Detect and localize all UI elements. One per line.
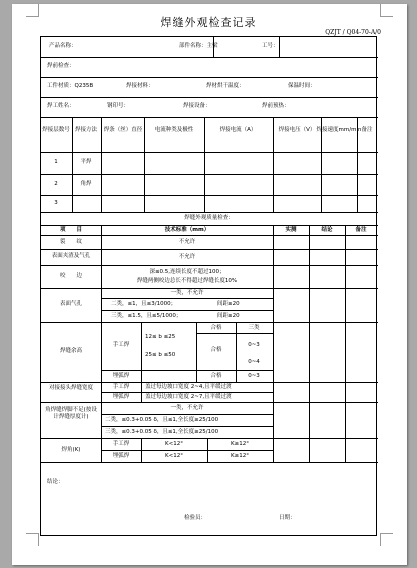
col-current-type: 电流种类及极性 [154,127,194,133]
porosity-item: 表面夹渣及气孔 [51,253,91,259]
butt-manual-std: 盖过每边坡口宽度 2~4,且平缓过渡 [145,384,232,390]
col-remark: 备注 [361,127,373,133]
leg-manual: 手工焊 [112,441,130,447]
inspection-title: 焊缝外观质量检查： [184,215,234,221]
reinforce-class3: 三类 [248,325,260,331]
surface-l2b: 间距≥20 [217,301,240,307]
crop-mark [26,533,39,546]
surface-l3b: 间距≥20 [217,313,240,319]
butt-item: 对接接头焊缝宽度 [48,385,93,391]
row-no: 2 [54,181,58,187]
preheat-temp-label: 焊前预热： [262,103,290,109]
leg-item: 焊角(K) [61,447,81,453]
reinforce-v3: 0~3 [248,373,260,379]
reinforce-manual: 手工焊 [112,342,130,348]
row-no: 3 [54,200,58,206]
crack-item: 裂 纹 [59,239,83,245]
col-standard: 技术标准（mm） [164,227,210,233]
page-title: 焊缝外观检查记录 [160,16,257,29]
inspector-label: 检验员： [184,515,207,521]
fillet-short-l3: 三类，≤0.3+0.05 δ，且≤1,全长度≥25/100 [105,429,219,435]
reinforce-grade1: 合格 [210,347,222,353]
leg-auto: 埋弧焊 [112,453,130,459]
butt-auto-std: 盖过每边坡口宽度 2~7,且平缓过渡 [145,394,232,400]
steel-no-label: 钢印号： [107,103,130,109]
conclusion-label: 结论： [47,479,64,485]
row-method: 平焊 [80,159,92,165]
record-form [40,36,377,536]
surface-l3a: 三类，≤1.5，且≤5/1000； [111,313,182,319]
col-voltage: 焊接电压（V） [278,127,316,133]
col-current: 焊接电流（A） [219,127,257,133]
fillet-short-item: 角焊缝焊脚不足(按设计焊缝厚度计) [45,407,97,420]
equipment-label: 焊接设备： [183,103,211,109]
reinforce-v2: 0~4 [248,359,260,365]
holding-time-label: 保温时间： [288,83,316,89]
col-conclusion: 结论 [321,227,333,233]
fillet-short-l1: 一类，不允许 [170,405,204,411]
material-label: 工件材质：Q235B [47,83,94,89]
undercut-std2: 焊缝两侧咬边总长不得超过焊缝长度10% [136,278,238,284]
part-name-label: 部件名称：主梁 [179,43,218,49]
crack-std: 不允许 [178,239,196,245]
porosity-std: 不允许 [178,254,196,260]
col-speed: 焊接速度mm/min [316,127,362,133]
reinforce-grade: 合格 [210,325,222,331]
col-method: 焊接方法 [74,127,98,133]
col-measured: 实测 [285,227,297,233]
undercut-item: 咬 边 [59,273,83,279]
reinforce-grade2: 合格 [210,373,222,379]
butt-manual: 手工焊 [112,384,130,390]
pre-weld-label: 焊前检查： [47,63,75,69]
leg-manual-a: K<12° [165,441,183,447]
welder-label: 焊工姓名： [47,103,75,109]
leg-auto-a: K<12° [165,453,183,459]
crop-mark [380,533,393,546]
surface-item: 表面气孔 [59,301,83,307]
date-label: 日期： [279,515,296,521]
leg-auto-b: K≥12° [231,453,249,459]
preheat-label: 焊材烘干温度： [206,83,245,89]
col-remarks: 备注 [355,227,367,233]
surface-l2a: 二类，≤1，且≤3/1000； [111,301,177,307]
job-no-label: 工号： [262,43,279,49]
col-diameter: 焊条（丝）直径 [103,127,143,133]
reinforce-auto: 埋弧焊 [112,373,130,379]
reinforce-v1: 0~3 [248,342,260,348]
fillet-short-l2: 二类，≤0.3+0.05 δ，且≤1,全长度≥25/100 [105,417,219,423]
undercut-std1: 深≤0.5,连续长度不超过100； [149,269,225,275]
col-layer-no: 焊接层数号 [42,127,70,133]
reinforce-item: 焊缝余高 [59,348,83,354]
weld-material-label: 焊接材料： [126,83,154,89]
row-no: 1 [54,159,58,165]
row-method: 角焊 [80,181,92,187]
product-name-label: 产品名称： [49,43,77,49]
butt-auto: 埋弧焊 [112,394,130,400]
col-item: 项 目 [59,227,83,233]
document-code: QZJT / Q04-70-A/0 [325,29,381,36]
surface-l1: 一类，不允许 [170,290,204,296]
reinforce-range2: 25≤ b ≤50 [145,352,176,358]
leg-manual-b: K≥12° [231,441,249,447]
reinforce-range1: 12≤ b ≤25 [145,334,176,340]
